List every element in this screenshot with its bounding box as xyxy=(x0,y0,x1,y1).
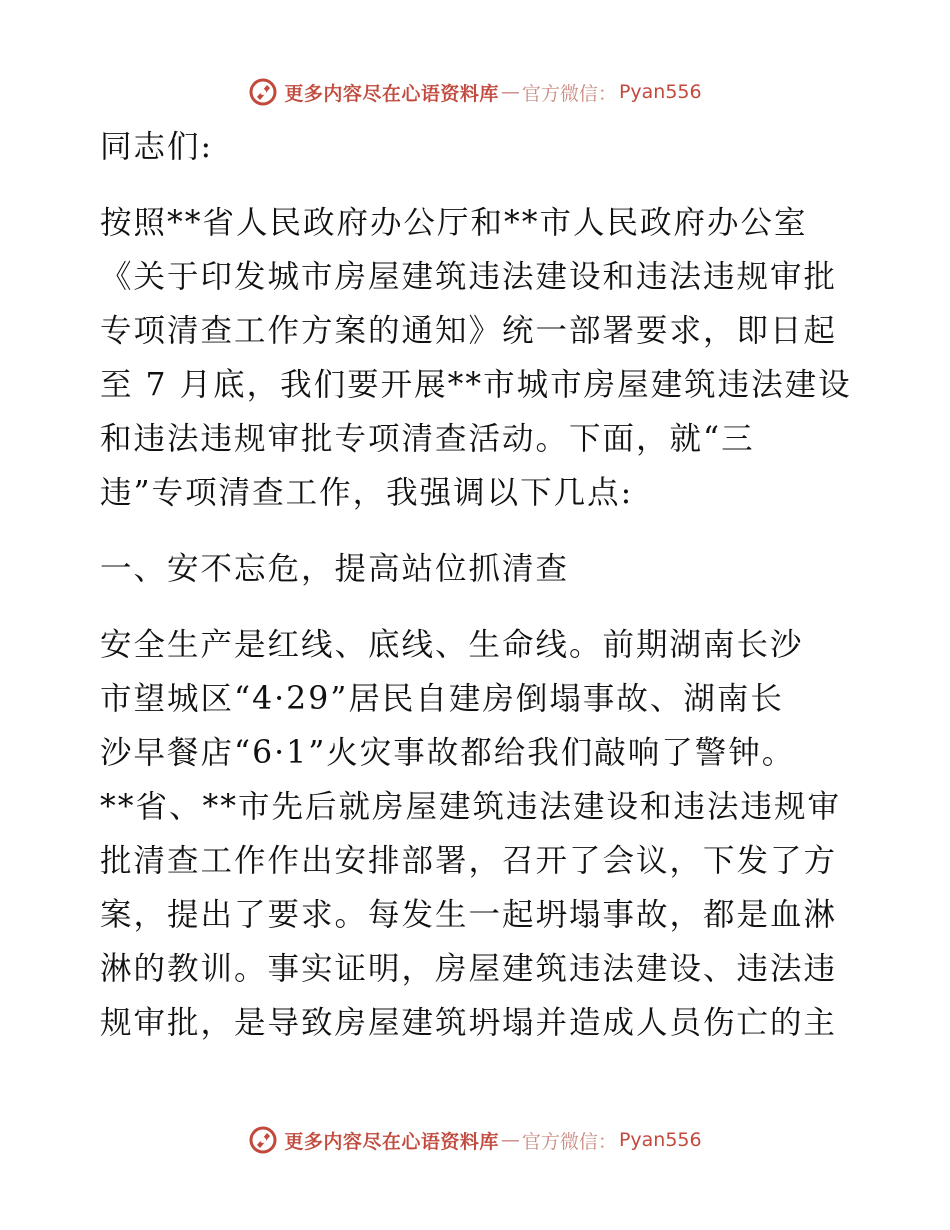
watermark-main-text: 更多内容尽在心语资料库 xyxy=(284,82,499,105)
paragraph-line: 专项清查工作方案的通知》统一部署要求，即日起 xyxy=(100,313,838,349)
footer-watermark xyxy=(0,1120,950,1160)
watermark-dash: — xyxy=(500,1129,520,1151)
paragraph-line: 和违法违规审批专项清查活动。下面，就“三 xyxy=(100,421,755,457)
document-body xyxy=(100,120,850,1050)
header-watermark xyxy=(0,72,950,112)
paragraph-line: 规审批，是导致房屋建筑坍塌并造成人员伤亡的主 xyxy=(100,1005,838,1041)
watermark-wechat-id: Pyan556 xyxy=(618,81,702,103)
paragraph-2 xyxy=(100,618,850,1050)
watermark-wechat-id: Pyan556 xyxy=(618,1129,702,1151)
brand-logo-icon xyxy=(248,1125,278,1155)
paragraph-line: 安全生产是红线、底线、生命线。前期湖南长沙 xyxy=(100,627,804,663)
paragraph-line: 违”专项清查工作，我强调以下几点: xyxy=(100,475,634,511)
watermark-dash: — xyxy=(500,81,520,103)
paragraph-1 xyxy=(100,196,850,520)
paragraph-line: 批清查工作作出安排部署，召开了会议，下发了方 xyxy=(100,843,838,879)
paragraph-line: **省、**市先后就房屋建筑违法建设和违法违规审 xyxy=(100,789,842,825)
watermark-sub-text: 官方微信： xyxy=(521,1130,617,1153)
watermark-main-text: 更多内容尽在心语资料库 xyxy=(284,1130,499,1153)
paragraph-line: 至 7 月底，我们要开展**市城市房屋建筑违法建设 xyxy=(100,367,852,403)
paragraph-line: 案，提出了要求。每发生一起坍塌事故，都是血淋 xyxy=(100,897,838,933)
paragraph-line: 沙早餐店“6·1”火灾事故都给我们敲响了警钟。 xyxy=(100,735,796,771)
paragraph-line: 按照**省人民政府办公厅和**市人民政府办公室 xyxy=(100,205,808,241)
watermark-sub-text: 官方微信： xyxy=(521,82,617,105)
section-heading: 一、安不忘危，提高站位抓清查 xyxy=(100,551,570,587)
brand-logo-icon xyxy=(248,77,278,107)
paragraph-line: 市望城区“4·29”居民自建房倒塌事故、湖南长 xyxy=(100,681,784,717)
salutation: 同志们: xyxy=(100,129,214,165)
paragraph-line: 《关于印发城市房屋建筑违法建设和违法违规审批 xyxy=(100,259,838,295)
paragraph-line: 淋的教训。事实证明，房屋建筑违法建设、违法违 xyxy=(100,951,838,987)
